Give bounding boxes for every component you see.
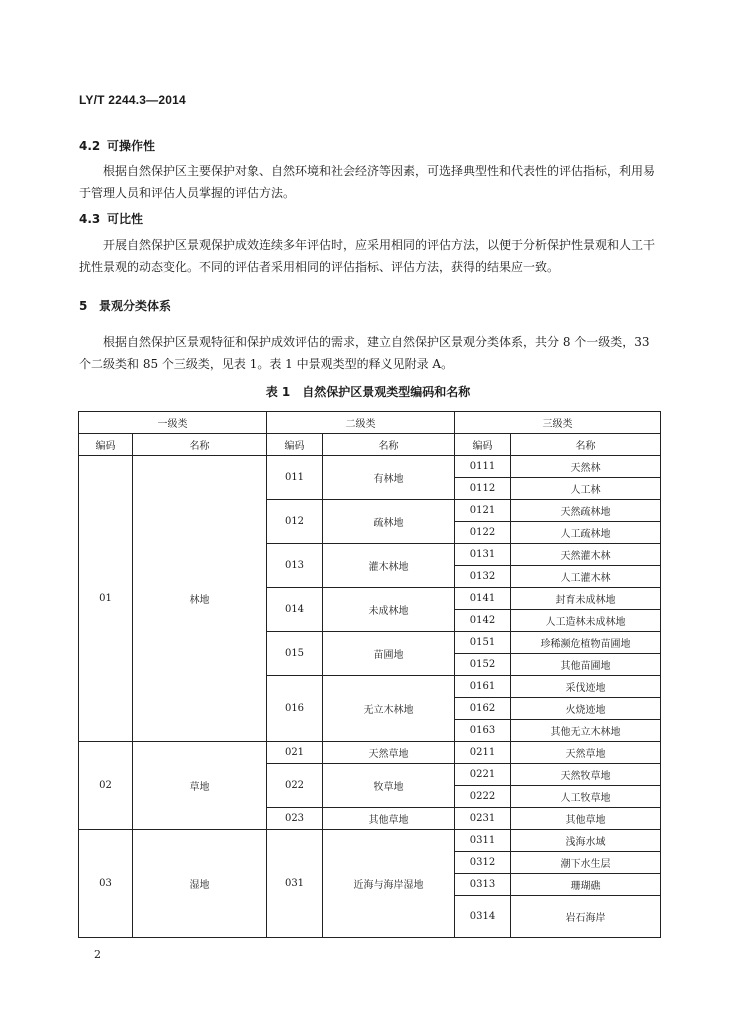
level3-name: 其他无立木林地 <box>511 720 661 742</box>
level3-name: 人工牧草地 <box>511 786 661 808</box>
level3-name: 浅海水域 <box>511 830 661 852</box>
level3-code: 0314 <box>455 896 511 938</box>
level3-code: 0222 <box>455 786 511 808</box>
section-4-2-paragraph: 根据自然保护区主要保护对象、自然环境和社会经济等因素，可选择典型性和代表性的评估指标，利用易于管理人员和评估人员掌握的评估方法。 <box>79 164 656 200</box>
level1-name: 湿地 <box>133 830 267 938</box>
level3-name: 人工疏林地 <box>511 522 661 544</box>
section-4-2-heading <box>79 137 155 154</box>
level2-name: 近海与海岸湿地 <box>323 830 455 938</box>
level3-code: 0312 <box>455 852 511 874</box>
level1-code: 01 <box>79 456 133 742</box>
level3-name: 珊瑚礁 <box>511 874 661 896</box>
level2-code: 011 <box>267 456 323 500</box>
level2-name: 灌木林地 <box>323 544 455 588</box>
level1-code: 02 <box>79 742 133 830</box>
column-header-row <box>79 434 661 456</box>
level3-name: 人工灌木林 <box>511 566 661 588</box>
section-4-3-heading <box>79 210 143 227</box>
level3-name: 天然牧草地 <box>511 764 661 786</box>
level1-name: 林地 <box>133 456 267 742</box>
level2-code: 015 <box>267 632 323 676</box>
level3-code: 0142 <box>455 610 511 632</box>
level2-name: 其他草地 <box>323 808 455 830</box>
level3-name: 封育未成林地 <box>511 588 661 610</box>
level2-code: 016 <box>267 676 323 742</box>
level2-code: 021 <box>267 742 323 764</box>
table-row <box>79 830 661 852</box>
landscape-classification-table <box>78 411 661 938</box>
level3-name: 天然林 <box>511 456 661 478</box>
level2-name: 苗圃地 <box>323 632 455 676</box>
level2-code: 022 <box>267 764 323 808</box>
section-number: 4.2 <box>79 139 101 153</box>
standard-code: LY/T 2244.3—2014 <box>79 93 186 107</box>
section-number: 5 <box>79 299 88 313</box>
level3-name: 天然疏林地 <box>511 500 661 522</box>
level3-code: 0162 <box>455 698 511 720</box>
section-title: 景观分类体系 <box>99 299 172 313</box>
section-title: 可比性 <box>107 212 144 226</box>
level3-name: 天然灌木林 <box>511 544 661 566</box>
col-header-code: 编码 <box>79 434 133 456</box>
level1-code: 03 <box>79 830 133 938</box>
level3-code: 0112 <box>455 478 511 500</box>
level3-name: 采伐迹地 <box>511 676 661 698</box>
level3-name: 岩石海岸 <box>511 896 661 938</box>
table-row <box>79 742 661 764</box>
level3-code: 0111 <box>455 456 511 478</box>
level3-code: 0131 <box>455 544 511 566</box>
level3-code: 0141 <box>455 588 511 610</box>
level3-name: 其他草地 <box>511 808 661 830</box>
level3-name: 人工造林未成林地 <box>511 610 661 632</box>
group-header-row <box>79 412 661 434</box>
table-caption: 表 1 自然保护区景观类型编码和名称 <box>265 385 471 399</box>
level3-name: 天然草地 <box>511 742 661 764</box>
group-header-level3: 三级类 <box>455 412 661 434</box>
level3-code: 0231 <box>455 808 511 830</box>
level3-code: 0161 <box>455 676 511 698</box>
level3-code: 0121 <box>455 500 511 522</box>
section-title: 可操作性 <box>107 139 156 153</box>
page-number: 2 <box>94 948 101 961</box>
section-5-heading <box>79 297 171 314</box>
col-header-name: 名称 <box>511 434 661 456</box>
level3-code: 0122 <box>455 522 511 544</box>
group-header-level1: 一级类 <box>79 412 267 434</box>
section-4-3-paragraph: 开展自然保护区景观保护成效连续多年评估时，应采用相同的评估方法，以便于分析保护性景观和人工干扰性景观的动态变化。不同的评估者采用相同的评估指标、评估方法，获得的结果应一致。 <box>79 238 656 274</box>
level3-code: 0163 <box>455 720 511 742</box>
section-5-paragraph: 根据自然保护区景观特征和保护成效评估的需求，建立自然保护区景观分类体系，共分 8 个一级类，33 个二级类和 85 个三级类，见表 1。表 1 中景观类型的释义见附录 A。 <box>79 335 650 371</box>
level3-name: 火烧迹地 <box>511 698 661 720</box>
level3-code: 0132 <box>455 566 511 588</box>
level2-code: 012 <box>267 500 323 544</box>
section-number: 4.3 <box>79 212 101 226</box>
level3-name: 人工林 <box>511 478 661 500</box>
level3-name: 潮下水生层 <box>511 852 661 874</box>
col-header-code: 编码 <box>455 434 511 456</box>
level3-code: 0211 <box>455 742 511 764</box>
level3-code: 0152 <box>455 654 511 676</box>
level3-name: 其他苗圃地 <box>511 654 661 676</box>
level3-code: 0311 <box>455 830 511 852</box>
table-row <box>79 456 661 478</box>
level2-name: 有林地 <box>323 456 455 500</box>
col-header-name: 名称 <box>323 434 455 456</box>
level3-code: 0313 <box>455 874 511 896</box>
level2-code: 023 <box>267 808 323 830</box>
level3-code: 0221 <box>455 764 511 786</box>
col-header-name: 名称 <box>133 434 267 456</box>
level2-name: 牧草地 <box>323 764 455 808</box>
level3-code: 0151 <box>455 632 511 654</box>
level3-name: 珍稀濒危植物苗圃地 <box>511 632 661 654</box>
level2-code: 031 <box>267 830 323 938</box>
group-header-level2: 二级类 <box>267 412 455 434</box>
level2-name: 疏林地 <box>323 500 455 544</box>
level2-name: 无立木林地 <box>323 676 455 742</box>
level2-code: 013 <box>267 544 323 588</box>
level1-name: 草地 <box>133 742 267 830</box>
col-header-code: 编码 <box>267 434 323 456</box>
level2-name: 天然草地 <box>323 742 455 764</box>
level2-code: 014 <box>267 588 323 632</box>
level2-name: 未成林地 <box>323 588 455 632</box>
